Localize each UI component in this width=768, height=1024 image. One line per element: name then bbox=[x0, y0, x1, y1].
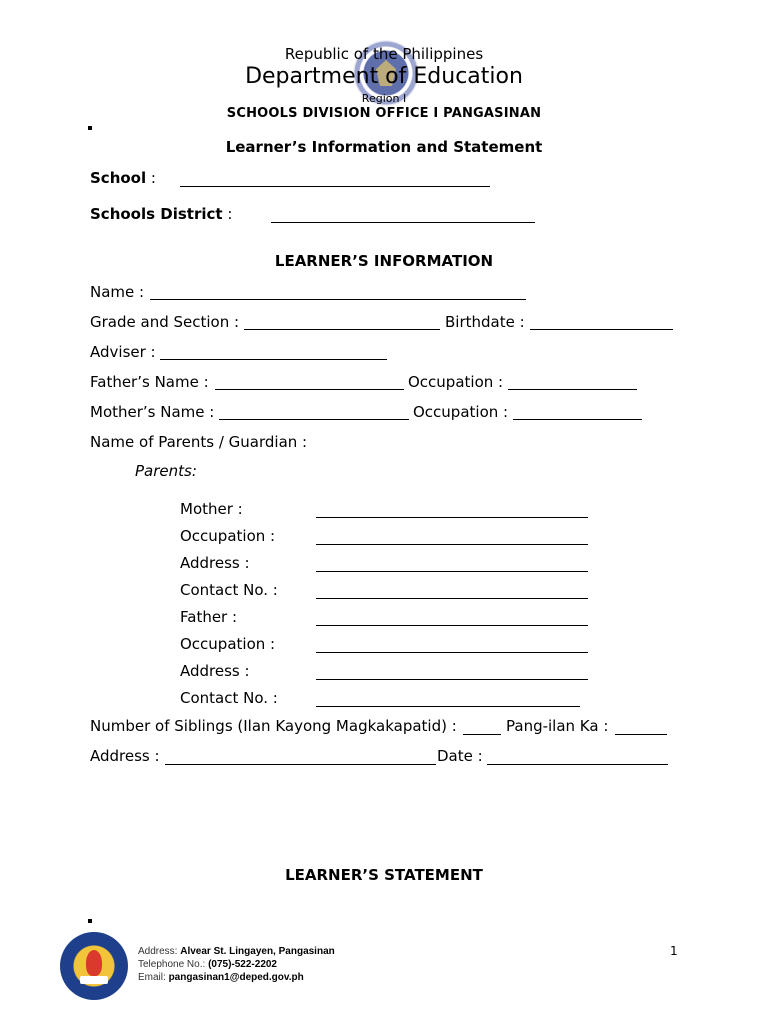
parents-father-contact-input-line[interactable] bbox=[316, 706, 580, 707]
birthdate-input-line[interactable] bbox=[530, 329, 673, 330]
parents-mother-contact-label: Contact No. : bbox=[180, 581, 278, 599]
footer-address bbox=[138, 946, 335, 957]
footer-email-label: Email: bbox=[138, 972, 166, 983]
mother-occupation-label: Occupation : bbox=[413, 403, 509, 421]
pang-ilan-label: Pang-ilan Ka : bbox=[506, 717, 609, 735]
parents-father-occupation-input-line[interactable] bbox=[316, 652, 588, 653]
father-occupation-label: Occupation : bbox=[408, 373, 504, 391]
parents-father-address-input-line[interactable] bbox=[316, 679, 588, 680]
date-input-line[interactable] bbox=[487, 764, 668, 765]
district-input-line[interactable] bbox=[271, 222, 535, 223]
footer-address-value: Alvear St. Lingayen, Pangasinan bbox=[180, 946, 335, 957]
parents-mother-occupation-label: Occupation : bbox=[180, 527, 276, 545]
parents-father-input-line[interactable] bbox=[316, 625, 588, 626]
parents-mother-input-line[interactable] bbox=[316, 517, 588, 518]
father-occupation-input-line[interactable] bbox=[508, 389, 637, 390]
parents-father-label: Father : bbox=[180, 608, 238, 626]
form-title: Learner’s Information and Statement bbox=[225, 138, 543, 156]
page-number: 1 bbox=[670, 944, 678, 958]
pang-ilan-input-line[interactable] bbox=[615, 734, 667, 735]
name-input-line[interactable] bbox=[150, 299, 526, 300]
mother-name-label: Mother’s Name : bbox=[90, 403, 215, 421]
district-field bbox=[90, 205, 232, 223]
footer-email-value: pangasinan1@deped.gov.ph bbox=[168, 972, 304, 983]
school-sep: : bbox=[150, 169, 156, 187]
adviser-label: Adviser : bbox=[90, 343, 156, 361]
address-label: Address : bbox=[90, 747, 160, 765]
bullet-marker bbox=[88, 919, 92, 923]
school-label: School bbox=[90, 169, 147, 187]
parents-father-contact-label: Contact No. : bbox=[180, 689, 278, 707]
division-text: SCHOOLS DIVISION OFFICE I PANGASINAN bbox=[226, 106, 542, 121]
grade-section-label: Grade and Section : bbox=[90, 313, 240, 331]
footer-email bbox=[138, 972, 304, 983]
parents-father-address-label: Address : bbox=[180, 662, 250, 680]
parents-father-occupation-label: Occupation : bbox=[180, 635, 276, 653]
school-field bbox=[90, 169, 156, 187]
birthdate-label: Birthdate : bbox=[445, 313, 525, 331]
parents-mother-contact-input-line[interactable] bbox=[316, 598, 588, 599]
mother-name-input-line[interactable] bbox=[219, 419, 409, 420]
parents-guardian-label: Name of Parents / Guardian : bbox=[90, 433, 308, 451]
siblings-input-line[interactable] bbox=[463, 734, 501, 735]
father-name-label: Father’s Name : bbox=[90, 373, 209, 391]
footer-telephone-value: (075)-522-2202 bbox=[208, 959, 277, 970]
republic-text: Republic of the Philippines bbox=[284, 45, 484, 63]
school-input-line[interactable] bbox=[180, 186, 490, 187]
name-label: Name : bbox=[90, 283, 145, 301]
info-heading: LEARNER’S INFORMATION bbox=[274, 252, 494, 270]
region-text: Region I bbox=[361, 92, 407, 105]
department-title: Department of Education bbox=[245, 64, 523, 89]
address-input-line[interactable] bbox=[165, 764, 436, 765]
parents-sub-label: Parents: bbox=[135, 462, 197, 480]
footer-telephone-label: Telephone No.: bbox=[138, 959, 206, 970]
mother-occupation-input-line[interactable] bbox=[513, 419, 642, 420]
date-label: Date : bbox=[437, 747, 483, 765]
parents-mother-occupation-input-line[interactable] bbox=[316, 544, 588, 545]
parents-mother-address-label: Address : bbox=[180, 554, 250, 572]
footer-address-label: Address: bbox=[138, 946, 178, 957]
division-seal-icon bbox=[60, 932, 128, 1000]
parents-mother-address-input-line[interactable] bbox=[316, 571, 588, 572]
district-label: Schools District bbox=[90, 205, 223, 223]
grade-section-input-line[interactable] bbox=[244, 329, 440, 330]
district-sep: : bbox=[227, 205, 233, 223]
parents-mother-label: Mother : bbox=[180, 500, 243, 518]
adviser-input-line[interactable] bbox=[160, 359, 387, 360]
father-name-input-line[interactable] bbox=[215, 389, 404, 390]
siblings-label: Number of Siblings (Ilan Kayong Magkakapatid) : bbox=[90, 717, 457, 735]
footer-telephone bbox=[138, 959, 277, 970]
statement-heading: LEARNER’S STATEMENT bbox=[285, 866, 483, 884]
bullet-marker bbox=[88, 126, 92, 130]
